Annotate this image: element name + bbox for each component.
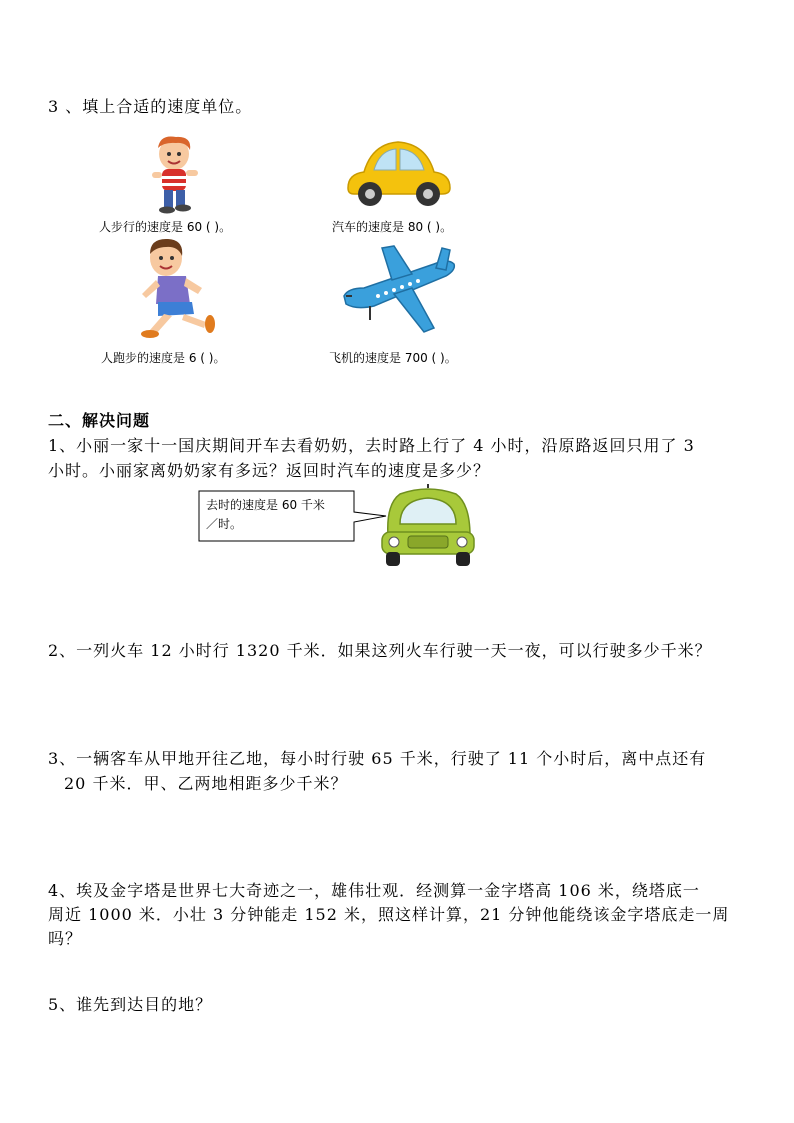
q3-line-1: 3、一辆客车从甲地开往乙地，每小时行驶 65 千米，行驶了 11 个小时后，离中点还有	[48, 749, 707, 768]
q3-line-2: 20 千米．甲、乙两地相距多少千米？	[64, 774, 348, 793]
q4-line-2: 周近 1000 米．小壮 3 分钟能走 152 米，照这样计算，21 分钟他能绕该金字塔底走一周	[48, 905, 730, 924]
airplane-icon	[338, 244, 462, 336]
part2-heading: 二、解决问题	[48, 411, 151, 430]
q4-line-1: 4、埃及金字塔是世界七大奇迹之一，雄伟壮观．经测算一金字塔高 106 米，绕塔底一	[48, 881, 700, 900]
running-boy-icon	[136, 236, 218, 342]
yellow-car-icon	[344, 138, 452, 210]
section-3-heading: 3 、填上合适的速度单位。	[48, 97, 253, 116]
q1-line-1: 1、小丽一家十一国庆期间开车去看奶奶，去时路上行了 4 小时，沿原路返回只用了 3	[48, 436, 695, 455]
q2-line-1: 2、一列火车 12 小时行 1320 千米．如果这列火车行驶一天一夜，可以行驶多少千米？	[48, 641, 712, 660]
airplane-speed-caption: 飞机的速度是 700 ( )。	[329, 351, 457, 365]
callout-line-1: 去时的速度是 60 千米	[206, 498, 325, 512]
speed-callout	[198, 490, 388, 542]
green-car-icon	[378, 484, 478, 570]
q1-line-2: 小时。小丽家离奶奶家有多远？返回时汽车的速度是多少？	[48, 461, 491, 480]
q4-line-3: 吗？	[48, 929, 83, 948]
running-speed-caption: 人跑步的速度是 6 ( )。	[101, 351, 226, 365]
walking-speed-caption: 人步行的速度是 60 ( )。	[99, 220, 232, 234]
q5-line-1: 5、谁先到达目的地？	[48, 995, 213, 1014]
walking-boy-icon	[146, 134, 204, 214]
callout-line-2: ／时。	[206, 517, 243, 531]
car-speed-caption: 汽车的速度是 80 ( )。	[332, 220, 453, 234]
